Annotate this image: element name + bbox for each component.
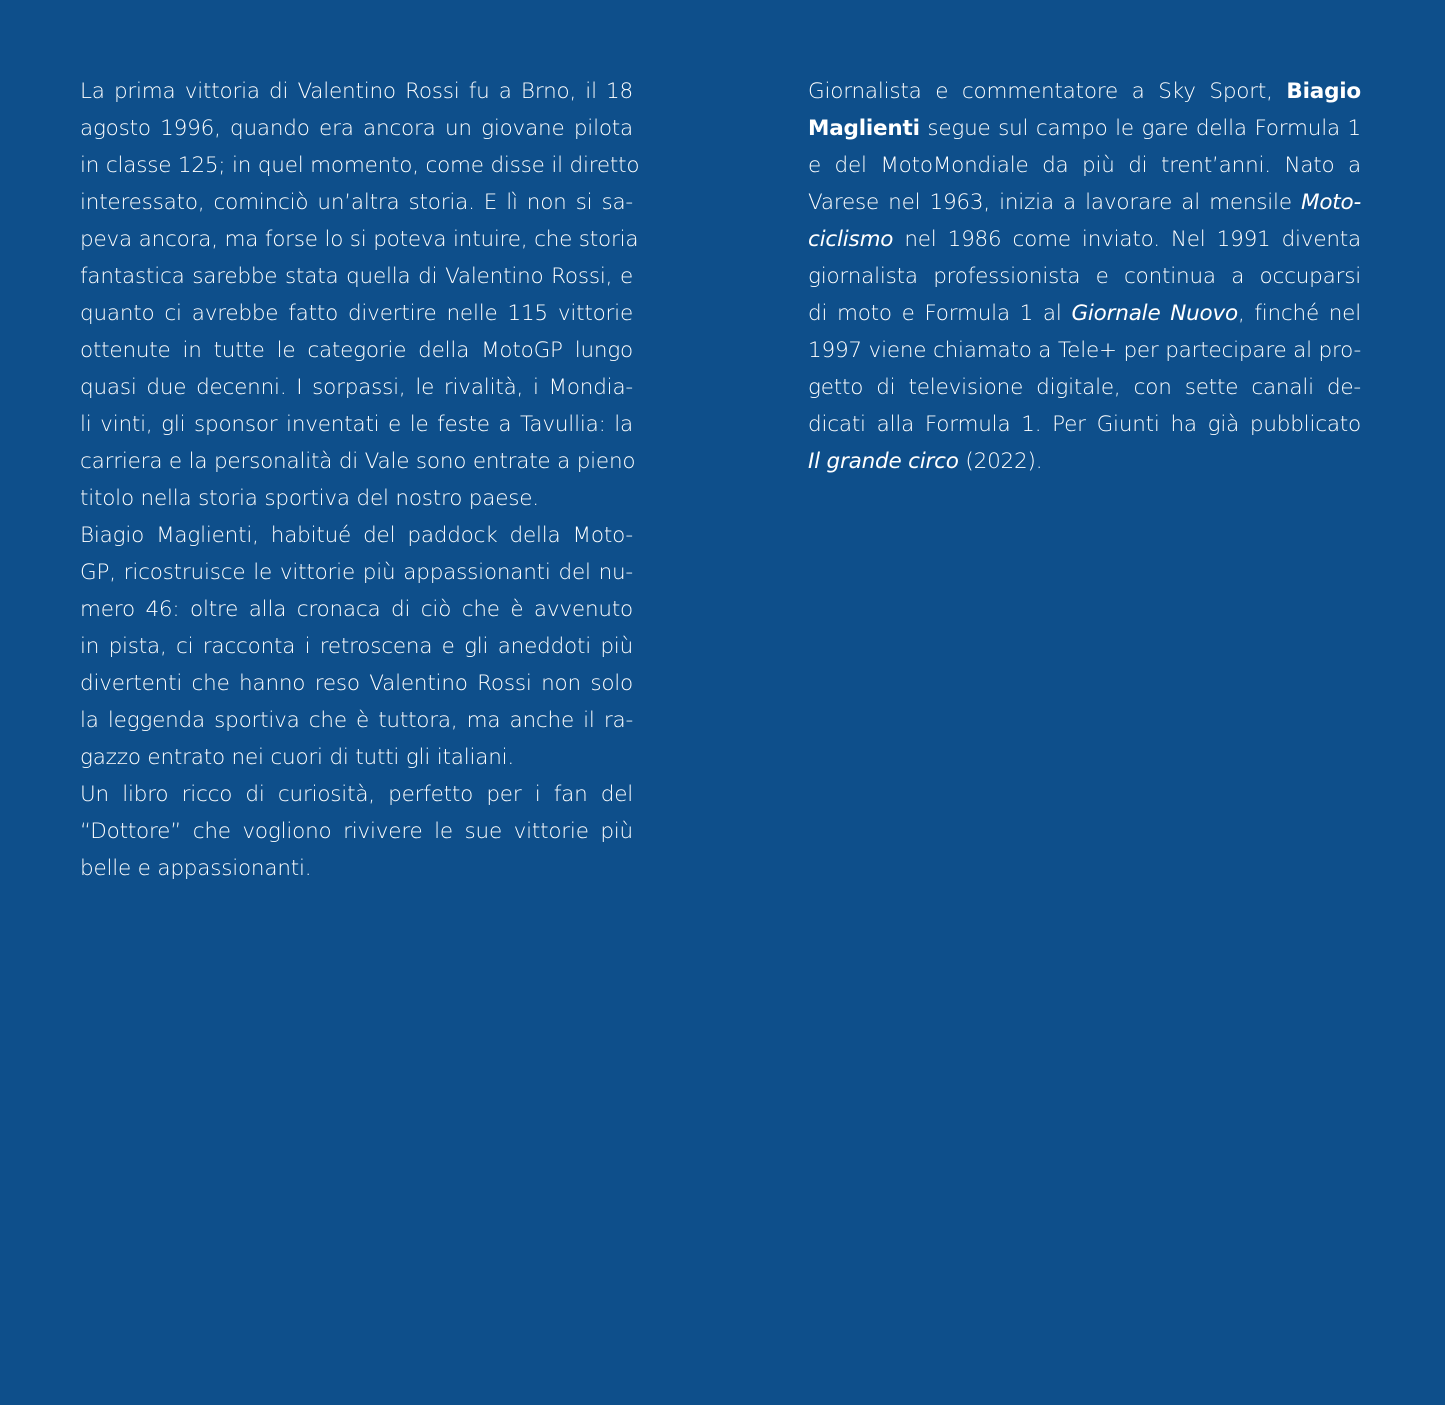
bio-text: Varese nel 1963, inizia a lavorare al mensile [808,190,1292,215]
text-line: giornalista professionista e continua a occuparsi [808,264,1361,289]
text-line: e del MotoMondiale da più di trent’anni. Nato a [808,153,1361,178]
text-line: carriera e la personalità di Vale sono entrate a pieno [80,449,636,474]
text-line: “Dottore” che vogliono rivivere le sue vittorie più [80,819,633,844]
text-line [808,295,1361,332]
text-line [808,110,1361,147]
text-line: getto di televisione digitale, con sette canali de- [808,375,1361,400]
bio-text: nel 1986 come inviato. Nel 1991 diventa [904,227,1361,252]
text-line: gazzo entrato nei cuori di tutti gli italiani. [80,745,515,770]
author-name: Maglienti [808,116,920,141]
text-line [808,443,1361,480]
text-line: Biagio Maglienti, habitué del paddock della Moto- [80,523,633,548]
text-line: GP, ricostruisce le vittorie più appassionanti del nu- [80,560,633,585]
text-line: divertenti che hanno reso Valentino Rossi non solo [80,671,633,696]
author-name: Biagio [1286,79,1362,104]
bio-text: , finché nel [1237,301,1361,326]
text-line [808,184,1361,221]
text-line: quasi due decenni. I sorpassi, le rivalità, i Mondia- [80,375,633,400]
text-line: quanto ci avrebbe fatto divertire nelle 115 vittorie [80,301,633,326]
book-blurb [80,73,640,887]
bio-text: di moto e Formula 1 al [808,301,1062,326]
text-line: dicati alla Formula 1. Per Giunti ha già pubblicato [808,412,1361,437]
newspaper-title: Giornale Nuovo [1071,301,1238,326]
text-line: ottenute in tutte le categorie della MotoGP lungo [80,338,633,363]
text-line: belle e appassionanti. [80,856,312,881]
magazine-title: Moto- [1300,190,1362,215]
text-line: titolo nella storia sportiva del nostro paese. [80,486,539,511]
text-line [808,73,1361,110]
magazine-title: ciclismo [808,227,894,252]
text-line: peva ancora, ma forse lo si poteva intuire, che storia [80,227,639,252]
text-line: in pista, ci racconta i retroscena e gli aneddoti più [80,634,633,659]
text-line: in classe 125; in quel momento, come disse il diretto [80,153,640,178]
text-line: fantastica sarebbe stata quella di Valentino Rossi, e [80,264,633,289]
text-line: li vinti, gli sponsor inventati e le feste a Tavullia: la [80,412,633,437]
bio-text: (2022). [958,449,1043,474]
text-line: mero 46: oltre alla cronaca di ciò che è avvenuto [80,597,633,622]
author-bio [808,73,1361,480]
text-line: 1997 viene chiamato a Tele+ per partecipare al pro- [808,338,1362,363]
blurb-paragraph-1 [80,73,640,517]
text-line: interessato, cominciò un’altra storia. E lì non si sa- [80,190,633,215]
previous-book-title: Il grande circo [808,449,959,474]
text-line: Un libro ricco di curiosità, perfetto per i fan del [80,782,633,807]
text-line: agosto 1996, quando era ancora un giovane pilota [80,116,633,141]
text-line: la leggenda sportiva che è tuttora, ma anche il ra- [80,708,633,733]
bio-text: Giornalista e commentatore a Sky Sport, [808,79,1273,104]
text-line: La prima vittoria di Valentino Rossi fu a Brno, il 18 [80,79,633,104]
bio-text: segue sul campo le gare della Formula 1 [927,116,1362,141]
text-line [808,221,1361,258]
blurb-paragraph-3 [80,776,633,887]
blurb-paragraph-2 [80,517,633,776]
